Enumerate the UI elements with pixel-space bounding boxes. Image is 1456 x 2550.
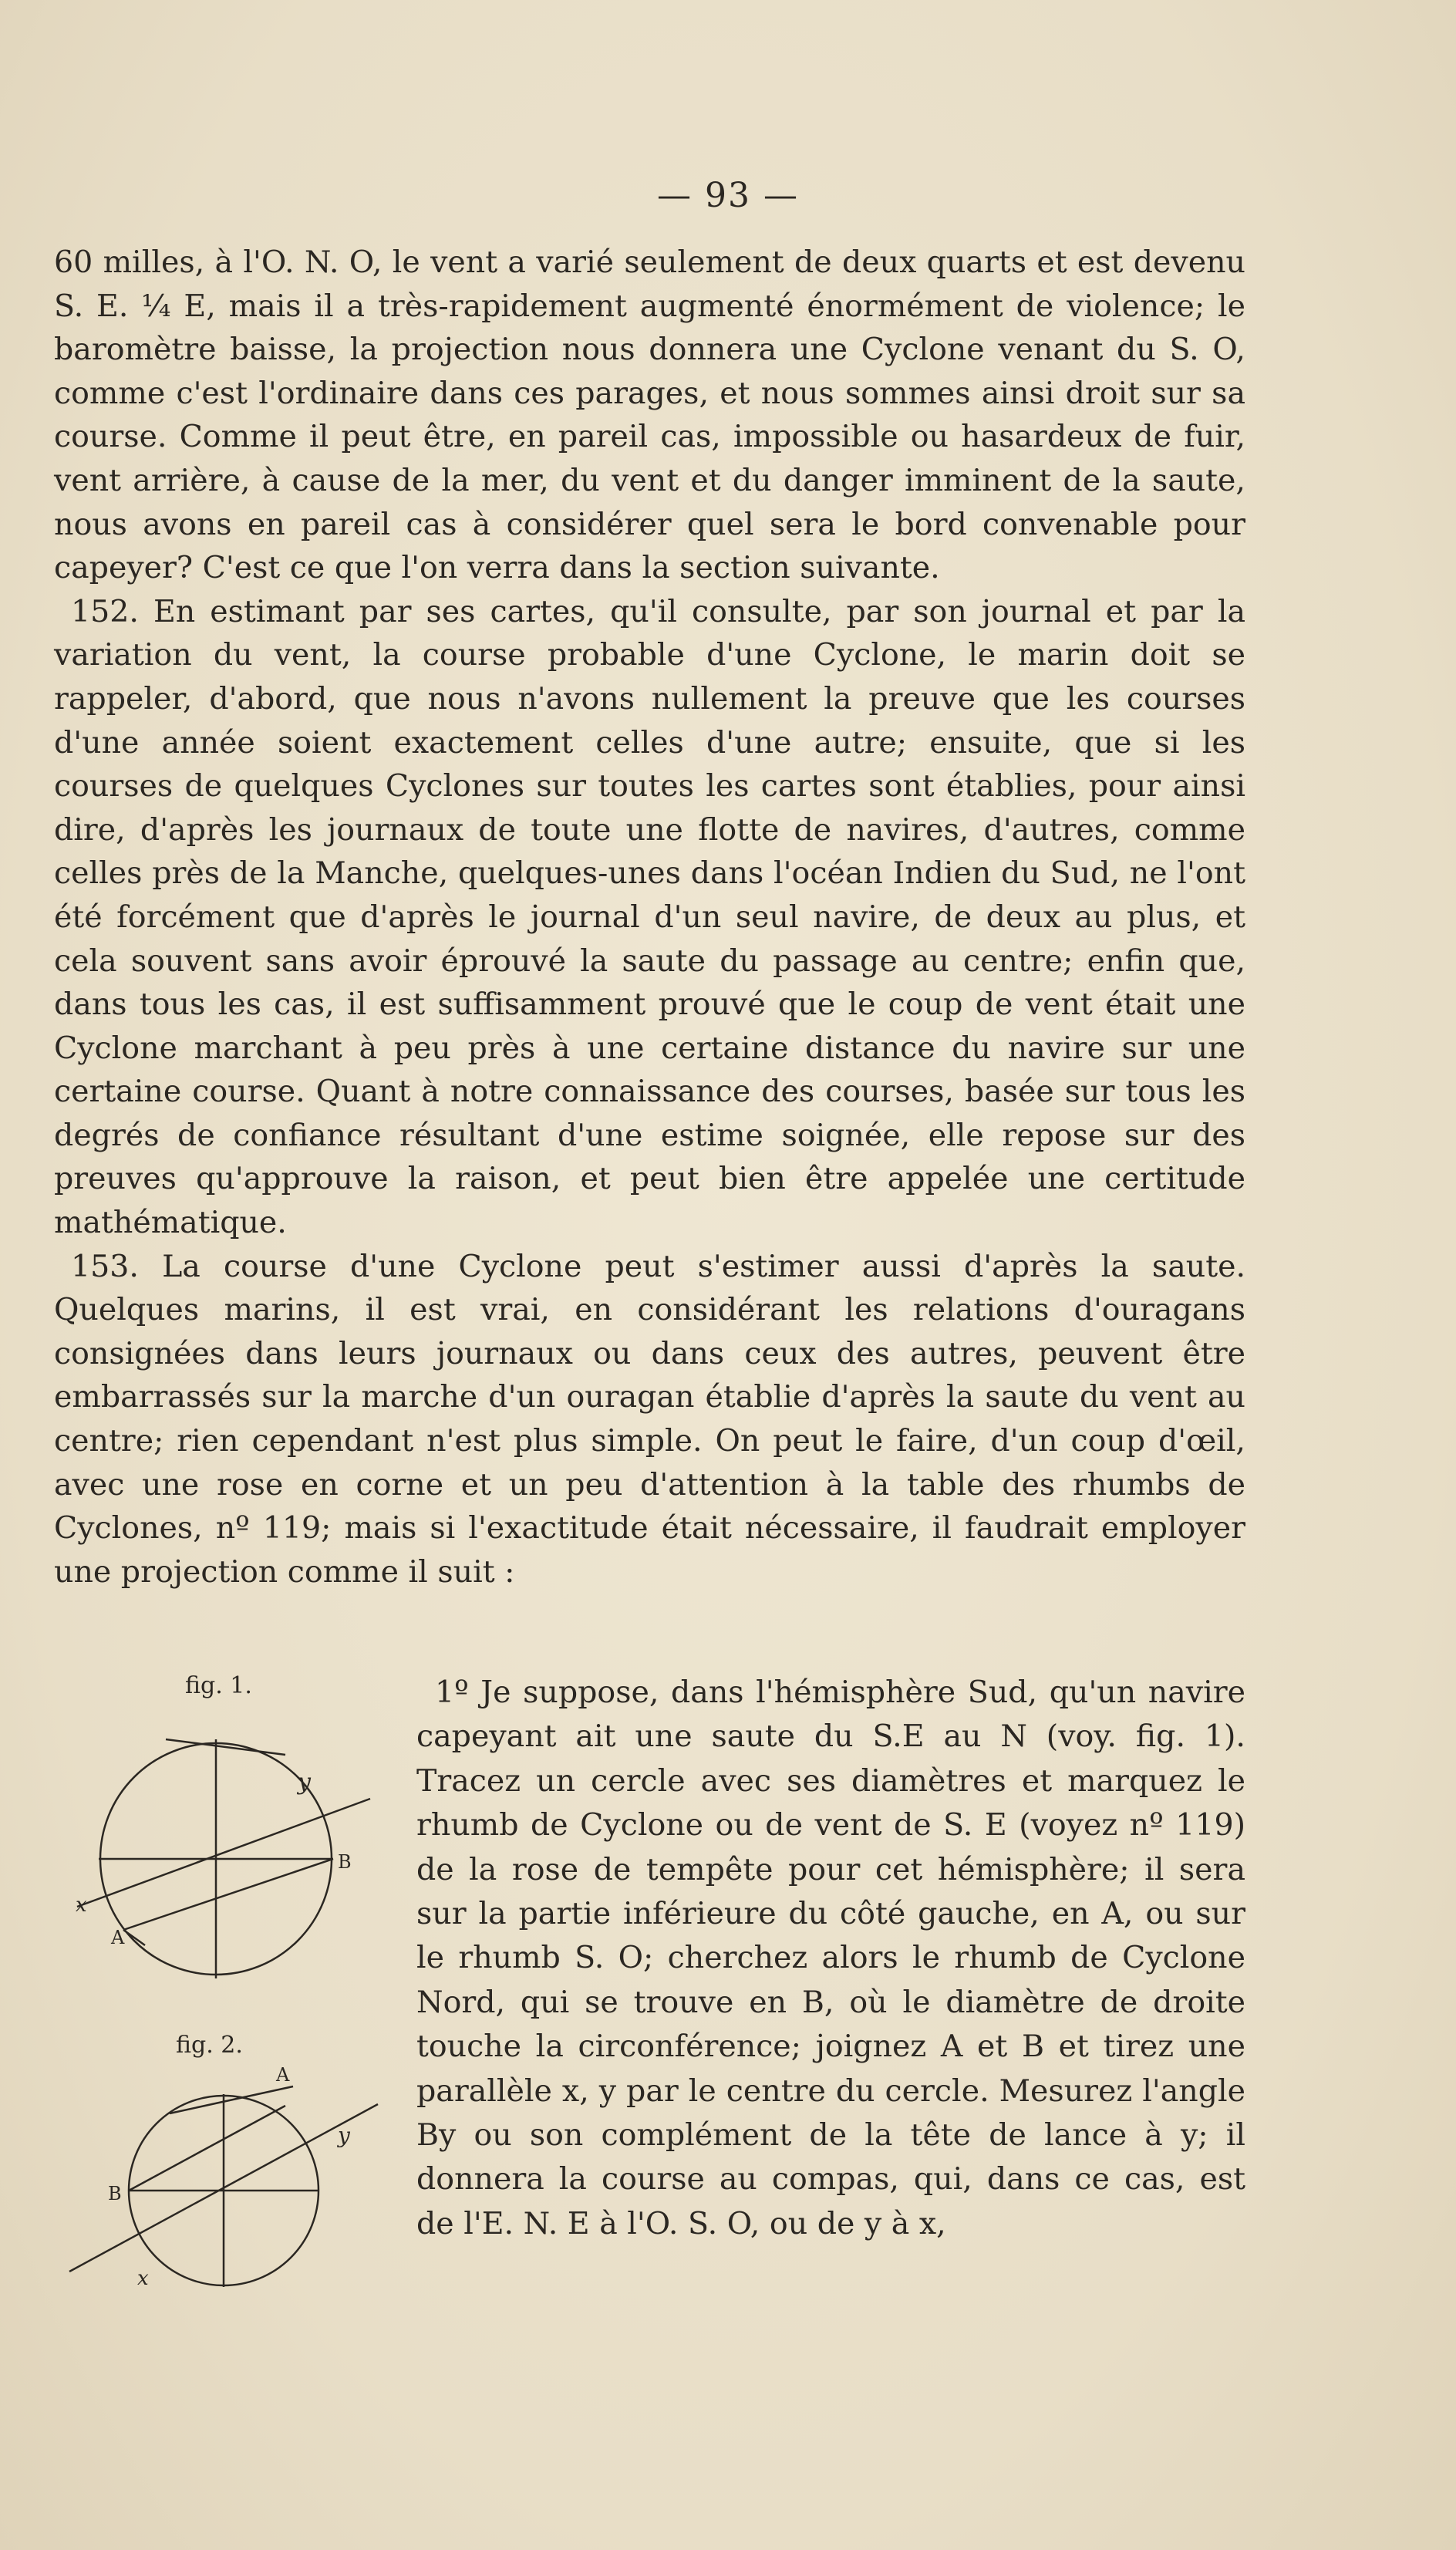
paragraph-152: 152. En estimant par ses cartes, qu'il consulte, par son journal et par la variation du vent, la course probable d'une Cyclone, le marin doit se rappeler, d'abord, que nous n'avons nullement la preuve que les courses d'une année soient exactement celles d'une autre; ensuite, que si les courses de quelques Cyclones sur toutes les cartes sont établies, pour ainsi dire, d'après les journaux de toute une flotte de navires, d'autres, comme celles près de la Manche, quelques-unes dans l'océan Indien du Sud, ne l'ont été forcément que d'après le journal d'un seul navire, de deux au plus, et cela souvent sans avoir éprouvé la saute du passage au centre; enfin que, dans tous les cas, il est suffisamment prouvé que le coup de vent était une Cyclone marchant à peu près à une certaine distance du navire sur une certaine course. Quant à notre connaissance des courses, basée sur tous les degrés de confiance résultant d'une estime soignée, elle repose sur des preuves qu'approuve la raison, et peut bien être appelée une certitude mathématique.	[54, 593, 1245, 1241]
wrapped-text	[416, 1671, 1245, 2246]
fig2-label-x: x	[137, 2267, 149, 2290]
fig1-label-b: B	[338, 1851, 352, 1873]
figure-1	[31, 1712, 386, 2021]
paragraph-procedure: 1º Je suppose, dans l'hémisphère Sud, qu'un navire capeyant ait une saute du S.E au N (voy. fig. 1). Tracez un cercle avec ses diamètres et marquez le rhumb de Cyclone ou de vent de S. E (voyez nº 119) de la rose de tempête pour cet hémisphère; il sera sur la partie inférieure du côté gauche, en A, ou sur le rhumb S. O; cherchez alors le rhumb de Cyclone Nord, qui se trouve en B, où le diamètre de droite touche la circonférence; joignez A et B et tirez une parallèle x, y par le centre du cercle. Mesurez l'angle By ou son complément de la tête de lance à y; il donnera la course au compas, qui, dans ce cas, est de l'E. N. E à l'O. S. O, ou de y à x,	[416, 1675, 1245, 2241]
fig1-chord-ab	[123, 1859, 333, 1930]
fig2-label: fig. 2.	[176, 2032, 243, 2059]
fig2-label-y: y	[338, 2123, 350, 2148]
fig1-label-y: y	[298, 1769, 311, 1796]
main-text	[54, 241, 1245, 1594]
fig1-label-a: A	[111, 1927, 125, 1948]
fig1-label: fig. 1.	[185, 1672, 252, 1699]
paragraph-153: 153. La course d'une Cyclone peut s'estimer aussi d'après la saute. Quelques marins, il est vrai, en considérant les relations d'ouragans consignées dans leurs journaux ou dans ceux des autres, peuvent être embarrassés sur la marche d'un ouragan établie d'après la saute du vent au centre; rien cependant n'est plus simple. On peut le faire, d'un coup d'œil, avec une rose en corne et un peu d'attention à la table des rhumbs de Cyclones, nº 119; mais si l'exactitude était nécessaire, il faudrait employer une projection comme il suit :	[54, 1248, 1245, 1590]
figure-2	[31, 2052, 386, 2306]
fig2-chord-ab	[129, 2106, 285, 2191]
fig2-label-a: A	[276, 2064, 290, 2086]
fig1-arrow-a	[123, 1930, 145, 1945]
page-number: — 93 —	[657, 176, 799, 215]
paragraph-continuation: 60 milles, à l'O. N. O, le vent a varié seulement de deux quarts et est devenu S. E. ¼ E, mais il a très-rapidement augmenté énormément de violence; le baromètre baisse, la projection nous donnera une Cyclone venant du S. O, comme c'est l'ordinaire dans ces parages, et nous sommes ainsi droit sur sa course. Comme il peut être, en pareil cas, impossible ou hasardeux de fuir, vent arrière, à cause de la mer, du vent et du danger imminent de la saute, nous avons en pareil cas à considérer quel sera le bord convenable pour capeyer? C'est ce que l'on verra dans la section suivante.	[54, 245, 1245, 586]
fig1-label-x: x	[76, 1894, 87, 1917]
fig2-label-b: B	[108, 2183, 122, 2204]
